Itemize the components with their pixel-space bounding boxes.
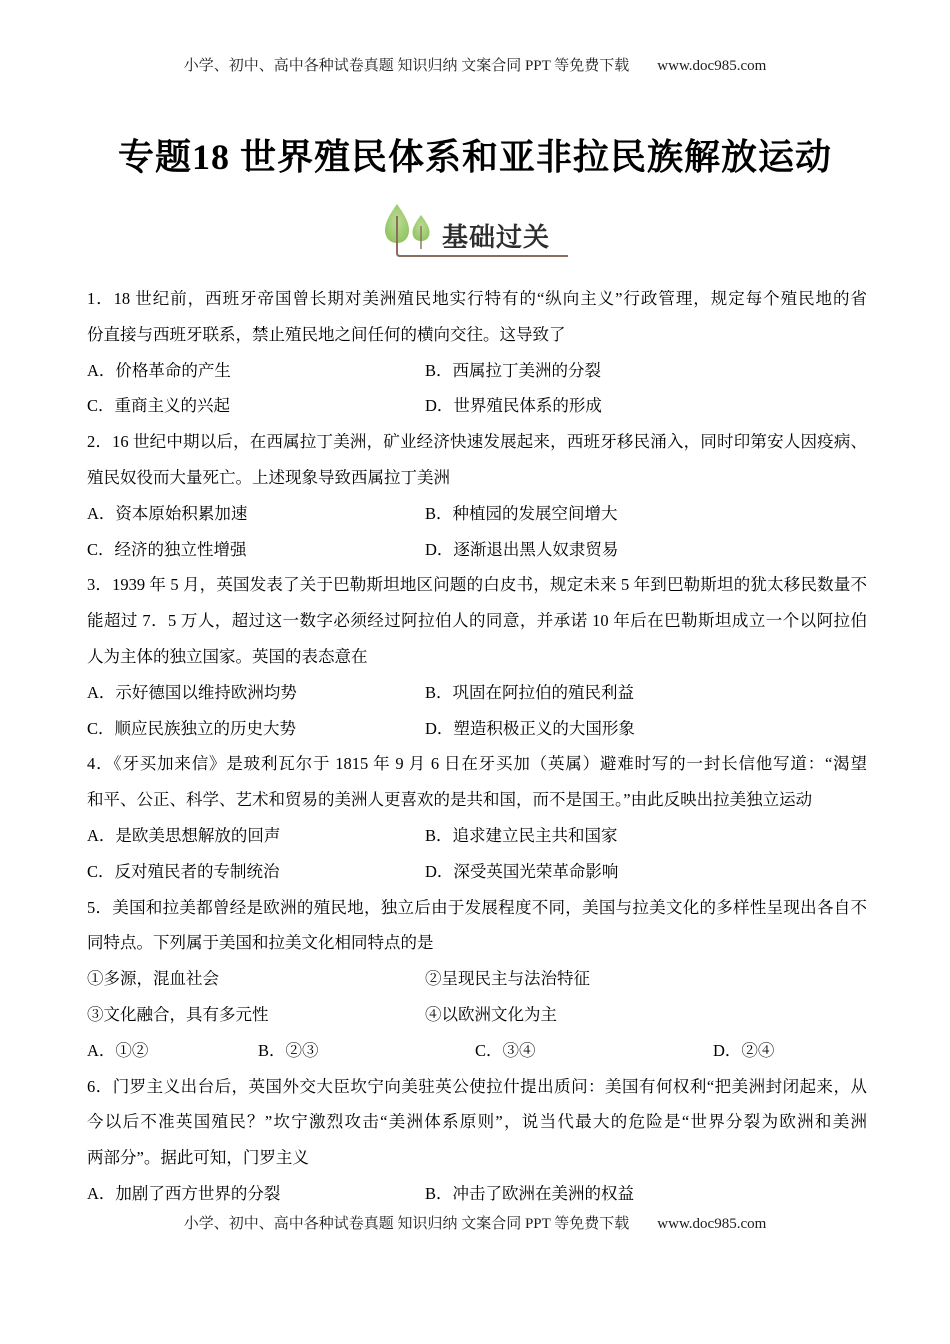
question-2-option-d: D．逐渐退出黑人奴隶贸易 [425, 539, 619, 559]
question-5-stem-line-2: 同特点。下列属于美国和拉美文化相同特点的是 [87, 933, 434, 953]
section-badge-label: 基础过关 [442, 222, 551, 252]
questions-area [87, 281, 867, 1212]
footer-url: www.doc985.com [657, 1216, 767, 1232]
question-1-option-d: D．世界殖民体系的形成 [425, 396, 602, 416]
question-3-option-b: B．巩固在阿拉伯的殖民利益 [425, 682, 635, 702]
question-5-option-b: B．②③ [258, 1040, 319, 1060]
question-1-stem-line-2: 份直接与西班牙联系，禁止殖民地之间任何的横向交往。这导致了 [87, 324, 566, 344]
question-2-options-row-ab [87, 496, 867, 532]
question-5-stem-line-1: 5．美国和拉美都曾经是欧洲的殖民地，独立后由于发展程度不同，美国与拉美文化的多样性呈现出各自不 [87, 897, 867, 917]
question-5-option-c: C．③④ [475, 1040, 536, 1060]
page-title: 专题18 世界殖民体系和亚非拉民族解放运动 [117, 137, 832, 177]
question-1-options-row-ab [87, 353, 867, 389]
question-3-stem-line-3: 人为主体的独立国家。英国的表态意在 [87, 646, 368, 666]
question-1-option-c: C．重商主义的兴起 [87, 396, 231, 416]
question-2-option-a: A．资本原始积累加速 [87, 503, 248, 523]
question-4-option-d: D．深受英国光荣革命影响 [425, 861, 619, 881]
question-4-options-row-cd [87, 854, 867, 890]
question-3-options-row-cd [87, 711, 867, 747]
question-6-stem-line-2: 今以后不准英国殖民？”坎宁激烈攻击“美洲体系原则”，说当代最大的危险是“世界分裂为欧洲和美洲 [87, 1112, 867, 1132]
question-4-stem-line-2: 和平、公正、科学、艺术和贸易的美洲人更喜欢的是共和国，而不是国王。”由此反映出拉美独立运动 [87, 790, 813, 810]
header-url: www.doc985.com [657, 58, 767, 74]
question-4-option-b: B．追求建立民主共和国家 [425, 825, 618, 845]
question-6-stem-line-1: 6．门罗主义出台后，英国外交大臣坎宁向美驻英公使拉什提出质问：美国有何权利“把美洲封闭起来，从 [87, 1076, 867, 1096]
question-5-option-a: A．①② [87, 1040, 149, 1060]
question-5-item-1: ①多源，混血社会 [87, 969, 219, 989]
question-2-stem-line-2: 殖民奴役而大量死亡。上述现象导致西属拉丁美洲 [87, 467, 450, 487]
question-5-item-3: ③文化融合，具有多元性 [87, 1004, 269, 1024]
question-5-option-d: D．②④ [713, 1040, 775, 1060]
question-1-option-a: A．价格革命的产生 [87, 360, 231, 380]
question-5-item-2: ②呈现民主与法治特征 [425, 969, 590, 989]
question-6-option-a: A．加剧了西方世界的分裂 [87, 1183, 281, 1203]
page-footer [0, 1212, 950, 1233]
question-3-options-row-ab [87, 675, 867, 711]
question-6-options-row-ab [87, 1176, 867, 1212]
question-3-option-a: A．示好德国以维持欧洲均势 [87, 682, 297, 702]
question-5-options-row [87, 1033, 867, 1069]
header-text: 小学、初中、高中各种试卷真题 知识归纳 文案合同 PPT 等免费下载 [183, 58, 630, 74]
question-2-stem-line-1: 2．16 世纪中期以后，在西属拉丁美洲，矿业经济快速发展起来，西班牙移民涌入，同时印第安人因疫病、 [87, 432, 867, 452]
question-5-items-row-12 [87, 961, 867, 997]
question-4-option-a: A．是欧美思想解放的回声 [87, 825, 281, 845]
question-3-option-c: C．顺应民族独立的历史大势 [87, 718, 297, 738]
question-3-stem-line-2: 能超过 7．5 万人，超过这一数字必须经过阿拉伯人的同意，并承诺 10 年后在巴勒斯坦成立一个以阿拉伯 [87, 611, 867, 631]
question-3-option-d: D．塑造积极正义的大国形象 [425, 718, 635, 738]
question-2-option-b: B．种植园的发展空间增大 [425, 503, 618, 523]
footer-text: 小学、初中、高中各种试卷真题 知识归纳 文案合同 PPT 等免费下载 [183, 1216, 630, 1232]
question-2-option-c: C．经济的独立性增强 [87, 539, 247, 559]
question-6-option-b: B．冲击了欧洲在美洲的权益 [425, 1183, 635, 1203]
page-header [0, 54, 950, 75]
question-1-stem-line-1: 1．18 世纪前，西班牙帝国曾长期对美洲殖民地实行特有的“纵向主义”行政管理，规定每个殖民地的省 [87, 289, 867, 308]
question-2-options-row-cd [87, 532, 867, 568]
question-6-stem-line-3: 两部分”。据此可知，门罗主义 [87, 1148, 309, 1168]
question-4-options-row-ab [87, 818, 867, 854]
question-5-items-row-34 [87, 997, 867, 1033]
question-3-stem-line-1: 3．1939 年 5 月，英国发表了关于巴勒斯坦地区问题的白皮书，规定未来 5 年到巴勒斯坦的犹太移民数量不 [87, 575, 867, 595]
question-1-option-b: B．西属拉丁美洲的分裂 [425, 360, 602, 380]
question-4-stem-line-1: 4．《牙买加来信》是玻利瓦尔于 1815 年 9 月 6 日在牙买加（英属）避难时写的一封长信他写道：“渴望 [87, 754, 867, 774]
question-1-options-row-cd [87, 388, 867, 424]
question-5-item-4: ④以欧洲文化为主 [425, 1004, 557, 1024]
question-4-option-c: C．反对殖民者的专制统治 [87, 861, 280, 881]
